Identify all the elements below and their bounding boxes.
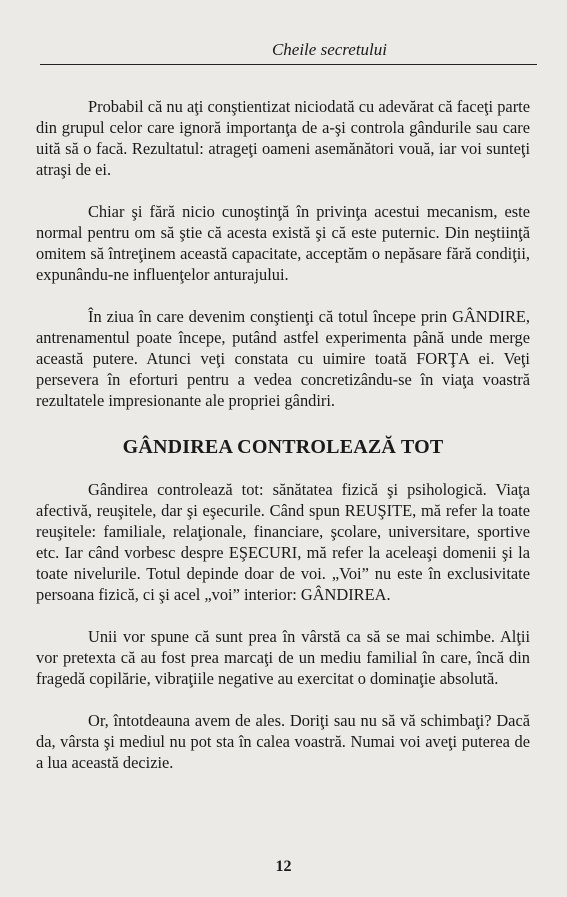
page-number: 12 <box>275 858 292 875</box>
paragraph: Unii vor spune că sunt prea în vârstă ca să se mai schimbe. Alţii vor pretexta că au fost prea marcaţi de un mediu familial în care, încă din fragedă copilărie, vibraţiile negative au exercitat o dominaţie absolută. <box>36 627 530 688</box>
paragraph: Gândirea controlează tot: sănătatea fizică şi psihologică. Viaţa afectivă, reuşitele, dar şi eşecurile. Când spun REUŞITE, mă refer la toate reuşitele: familiale, relaţionale, financiare, şcolare, universitare, sportive etc. Iar când vorbesc despre EŞECURI, mă refer la aceleaşi domenii şi la toate nivelurile. Totul depinde doar de voi. „Voi” nu este în exclusivitate persoana fizică, ci şi acel „voi” interior: GÂNDIREA. <box>36 480 530 604</box>
header-rule <box>40 64 537 65</box>
running-header <box>40 40 537 60</box>
running-header-title: Cheile secretului <box>271 40 387 59</box>
paragraph: Probabil că nu aţi conştientizat niciodată cu adevărat că faceţi parte din grupul celor care ignoră importanţa de a-şi controla gândurile sau care uită să o facă. Rezultatul: atrageţi oameni asemănători vouă, iar voi sunteţi atraşi de ei. <box>36 97 530 179</box>
page-body <box>36 96 530 794</box>
paragraph: Chiar şi fără nicio cunoştinţă în privinţa acestui mecanism, este normal pentru om să ştie că acesta există şi că este puternic. Din neştiinţă omitem să întreţinem această capacitate, acceptăm o nepăsare fără condiţii, expunându-ne influenţelor anturajului. <box>36 202 530 284</box>
section-heading: GÂNDIREA CONTROLEAZĂ TOT <box>122 436 444 458</box>
paragraph: În ziua în care devenim conştienţi că totul începe prin GÂNDIRE, antrenamentul poate începe, putând astfel experimenta până unde merge această putere. Atunci veţi constata cu uimire toată FORŢA ei. Veţi persevera în eforturi pentru a vedea concretizându-se în viaţa voastră rezultatele impresionante ale propriei gândiri. <box>36 307 530 410</box>
paragraph: Or, întotdeauna avem de ales. Doriţi sau nu să vă schimbaţi? Dacă da, vârsta şi mediul nu pot sta în calea voastră. Numai voi aveţi puterea de a lua această decizie. <box>36 711 530 772</box>
